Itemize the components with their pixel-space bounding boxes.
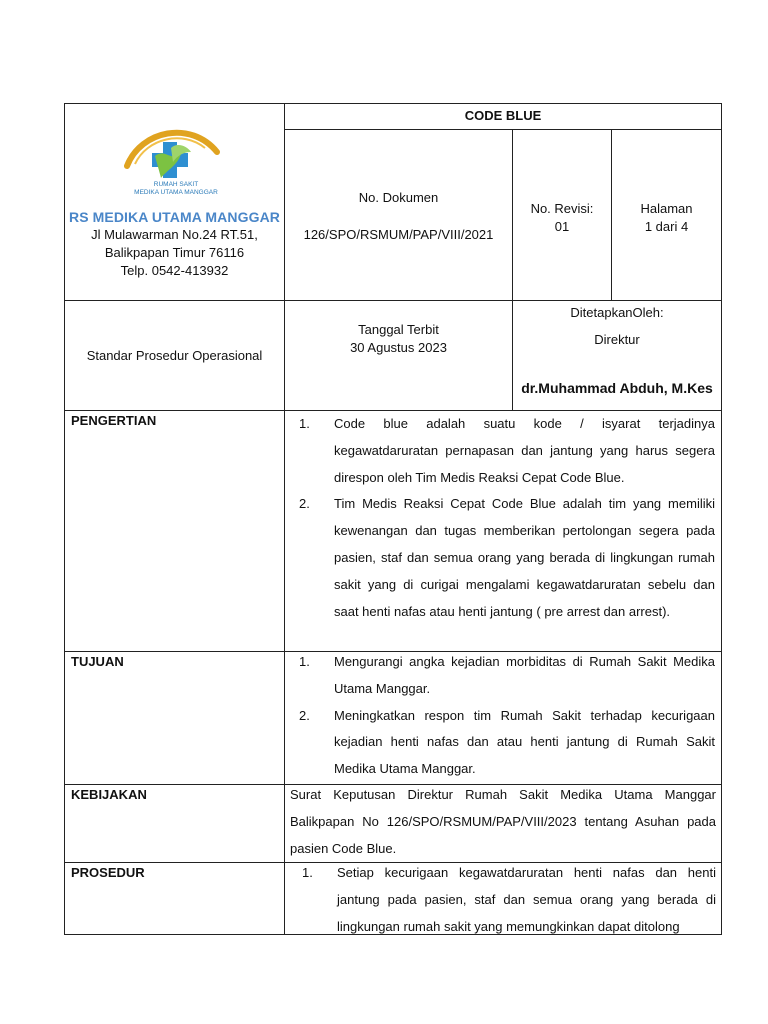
list-item [285, 491, 715, 625]
approval-label: DitetapkanOleh: [570, 305, 664, 320]
list-item [285, 703, 715, 783]
kebijakan-text: Surat Keputusan Direktur Rumah Sakit Medika Utama Manggar Balikpapan No 126/SPO/RSMUM/PAP/VIII/2023 tentang Asuhan pada pasien Code Blue. [290, 787, 716, 856]
section-label-tujuan: TUJUAN [71, 654, 124, 669]
document-number-cell [284, 129, 513, 301]
document-number: 126/SPO/RSMUM/PAP/VIII/2021 [303, 227, 494, 242]
approval-role: Direktur [594, 332, 640, 347]
section-content-cell-kebijakan [284, 784, 722, 863]
list-number: 2. [299, 707, 310, 723]
section-content-cell-pengertian [284, 410, 722, 652]
hospital-phone: Telp. 0542-413932 [120, 263, 229, 278]
issue-date-cell [284, 300, 513, 411]
section-label-cell-prosedur [64, 862, 285, 935]
prosedur-list [288, 860, 716, 940]
section-content-cell-prosedur [284, 862, 722, 935]
section-label-prosedur: PROSEDUR [71, 865, 145, 880]
logo-text-line2: MEDIKA UTAMA MANGGAR [134, 189, 218, 196]
document-title-cell [284, 103, 722, 130]
list-number: 1. [302, 865, 313, 880]
section-label-cell-pengertian [64, 410, 285, 652]
hospital-logo [121, 118, 231, 200]
section-label-pengertian: PENGERTIAN [71, 413, 157, 428]
revision-cell [512, 129, 612, 301]
spo-document [64, 103, 722, 935]
hospital-name: RS MEDIKA UTAMA MANGGAR [69, 209, 280, 225]
list-text: Mengurangi angka kejadian morbiditas di Rumah Sakit Medika Utama Manggar. [334, 654, 715, 696]
hospital-address-line2: Balikpapan Timur 76116 [104, 245, 245, 260]
list-number: 1. [299, 654, 310, 669]
page-number: 1 dari 4 [644, 219, 689, 234]
list-text: Code blue adalah suatu kode / isyarat terjadinya kegawatdaruratan pernapasan dan jantung yang harus segera direspon oleh Tim Medis Reaksi Cepat Code Blue. [334, 416, 715, 485]
list-text: Setiap kecurigaan kegawatdaruratan henti nafas dan henti jantung pada pasien, staf dan semua orang yang berada di lingkungan rumah sakit yang memungkinkan dapat ditolong [337, 865, 716, 934]
issue-date: 30 Agustus 2023 [350, 340, 447, 355]
list-item [288, 860, 716, 940]
tujuan-list [285, 649, 715, 783]
page-label: Halaman [640, 201, 693, 216]
page-cell [611, 129, 722, 301]
document-number-label: No. Dokumen [358, 190, 439, 205]
revision-number: 01 [554, 219, 570, 234]
list-item [285, 649, 715, 703]
list-item [285, 411, 715, 491]
document-type: Standar Prosedur Operasional [86, 348, 263, 363]
list-number: 2. [299, 496, 310, 512]
document-title: CODE BLUE [464, 108, 542, 123]
section-content-cell-tujuan [284, 651, 722, 785]
hospital-info-cell [64, 103, 285, 301]
section-label-cell-kebijakan [64, 784, 285, 863]
list-number: 1. [299, 416, 310, 431]
approver-name: dr.Muhammad Abduh, M.Kes [521, 380, 713, 396]
list-text: Meningkatkan respon tim Rumah Sakit terhadap kecurigaan kejadian henti nafas dan atau henti jantung di Rumah Sakit Medika Utama Manggar. [334, 707, 715, 777]
document-type-cell [64, 300, 285, 411]
logo-text-line1: RUMAH SAKIT [153, 181, 199, 188]
section-label-kebijakan: KEBIJAKAN [71, 787, 147, 802]
issue-date-label: Tanggal Terbit [358, 322, 439, 337]
approval-cell [512, 300, 722, 411]
list-text: Tim Medis Reaksi Cepat Code Blue adalah tim yang memiliki kewenangan dan tugas memberikan pertolongan segera pada pasien, staf dan semua orang yang berada di lingkungan rumah sakit yang di curigai mengalami kegawatdaruratan sebelu dan saat henti nafas atau henti jantung ( pre arrest dan arrest). [334, 496, 715, 619]
hospital-address-line1: Jl Mulawarman No.24 RT.51, [91, 227, 258, 242]
pengertian-list [285, 411, 715, 625]
section-label-cell-tujuan [64, 651, 285, 785]
revision-label: No. Revisi: [530, 201, 594, 216]
